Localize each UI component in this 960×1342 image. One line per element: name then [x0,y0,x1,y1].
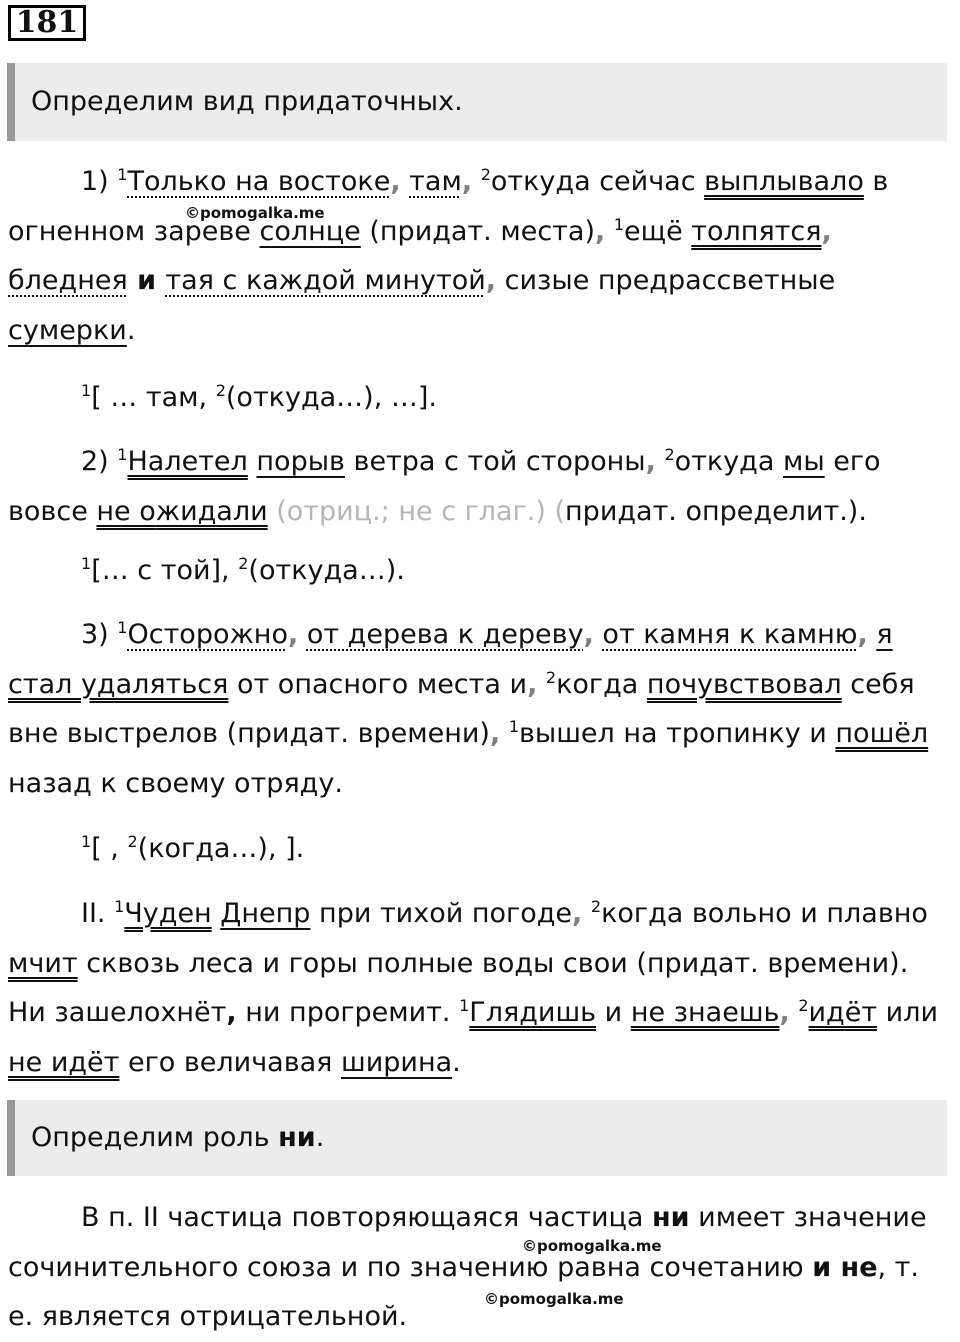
sentence-4: II. $^1$Чуден Днепр при тихой погоде, $^2$когда вольно и плавно мчит сквозь леса и горы полные воды свои (придат. времени). Ни зашелохнёт, ни прогремит. $^1$Глядишь и не знаешь, $^2$идёт или не идёт его величавая ширина. [8,897,938,1078]
sentence-2: 2) $^1$Налетел порыв ветра с той стороны, $^2$откуда мы его вовсе не ожидали (отриц.; не с глаг.) (придат. определит.). [8,445,881,527]
formula-2: $^1$[… с той], $^2$(откуда…). [81,554,405,586]
sentence-3: 3) $^1$Осторожно, от дерева к дереву, от камня к камню, я стал удаляться от опасного места и, $^2$когда почувствовал себя вне выстрелов (придат. времени), $^1$вышел на тропинку и пошёл назад к своему отряду. [8,618,929,799]
formula-1: $^1$[ … там, $^2$(откуда…), …]. [81,381,437,413]
section-heading-2: Определим роль ни. [7,1100,947,1176]
section-heading-1 [7,63,947,141]
watermark: ©pomogalka.me [522,1237,662,1255]
conclusion-paragraph: В п. II частица повторяющаяся частица ни имеет значение сочинительного союза и по значению равна сочетанию и не, т. е. является отрицательной. [8,1202,927,1332]
section-title: Определим вид придаточных. [31,86,463,117]
task-number: 181 [8,5,86,41]
watermark: ©pomogalka.me [185,204,325,222]
formula-3: $^1$[ , $^2$(когда…), ]. [81,832,305,864]
sentence-1: 1) $^1$Только на востоке, там, $^2$откуда сейчас выплывало в огненном зареве солнце (придат. места), $^1$ещё толпятся, бледнея и тая с каждой минутой, сизые предрассветные сумерки. [8,165,889,346]
watermark: ©pomogalka.me [484,1290,624,1308]
